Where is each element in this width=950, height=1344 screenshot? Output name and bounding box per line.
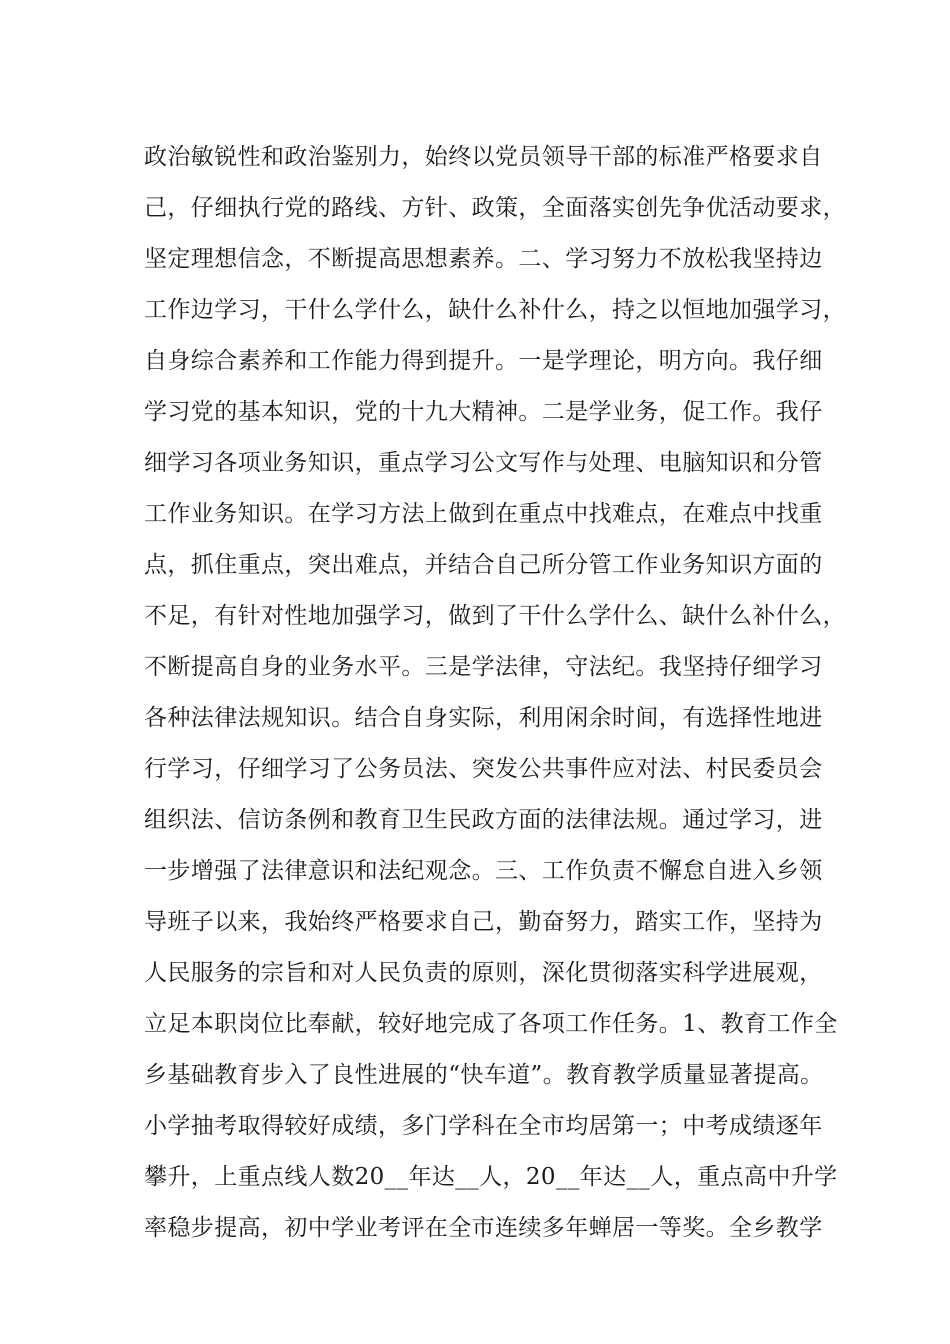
text-line: 自身综合素养和工作能力得到提升。一是学理论，明方向。我仔细	[144, 348, 823, 374]
text-line: 乡基础教育步入了良性进展的“快车道”。教育教学质量显著提高。	[144, 1062, 824, 1088]
text-line: 一步增强了法律意识和法纪观念。三、工作负责不懈怠自进入乡领	[144, 858, 823, 884]
text-line: 各种法律法规知识。结合自身实际，利用闲余时间，有选择性地进	[144, 705, 823, 731]
text-line: 政治敏锐性和政治鉴别力，始终以党员领导干部的标准严格要求自	[144, 144, 823, 170]
text-line: 细学习各项业务知识，重点学习公文写作与处理、电脑知识和分管	[144, 450, 823, 476]
text-line: 导班子以来，我始终严格要求自己，勤奋努力，踏实工作，坚持为	[144, 909, 823, 935]
text-line: 攀升，上重点线人数20__年达__人，20__年达__人，重点高中升学	[144, 1164, 838, 1190]
text-line: 不断提高自身的业务水平。三是学法律，守法纪。我坚持仔细学习	[144, 654, 823, 680]
text-line: 工作边学习，干什么学什么，缺什么补什么，持之以恒地加强学习，	[144, 297, 846, 323]
text-line: 坚定理想信念，不断提高思想素养。二、学习努力不放松我坚持边	[144, 246, 823, 272]
text-line: 工作业务知识。在学习方法上做到在重点中找难点，在难点中找重	[144, 501, 823, 527]
text-line: 人民服务的宗旨和对人民负责的原则，深化贯彻落实科学进展观，	[144, 960, 823, 986]
text-line: 组织法、信访条例和教育卫生民政方面的法律法规。通过学习，进	[144, 807, 823, 833]
text-line: 学习党的基本知识，党的十九大精神。二是学业务，促工作。我仔	[144, 399, 823, 425]
text-line: 不足，有针对性地加强学习，做到了干什么学什么、缺什么补什么，	[144, 603, 846, 629]
text-line: 点，抓住重点，突出难点，并结合自己所分管工作业务知识方面的	[144, 552, 823, 578]
body-text	[144, 132, 846, 1254]
text-line: 小学抽考取得较好成绩，多门学科在全市均居第一；中考成绩逐年	[144, 1113, 823, 1139]
text-line: 立足本职岗位比奉献，较好地完成了各项工作任务。1、教育工作全	[144, 1011, 838, 1037]
text-line: 行学习，仔细学习了公务员法、突发公共事件应对法、村民委员会	[144, 756, 823, 782]
text-line: 率稳步提高，初中学业考评在全市连续多年蝉居一等奖。全乡教学	[144, 1215, 823, 1241]
text-line: 己，仔细执行党的路线、方针、政策，全面落实创先争优活动要求，	[144, 195, 846, 221]
